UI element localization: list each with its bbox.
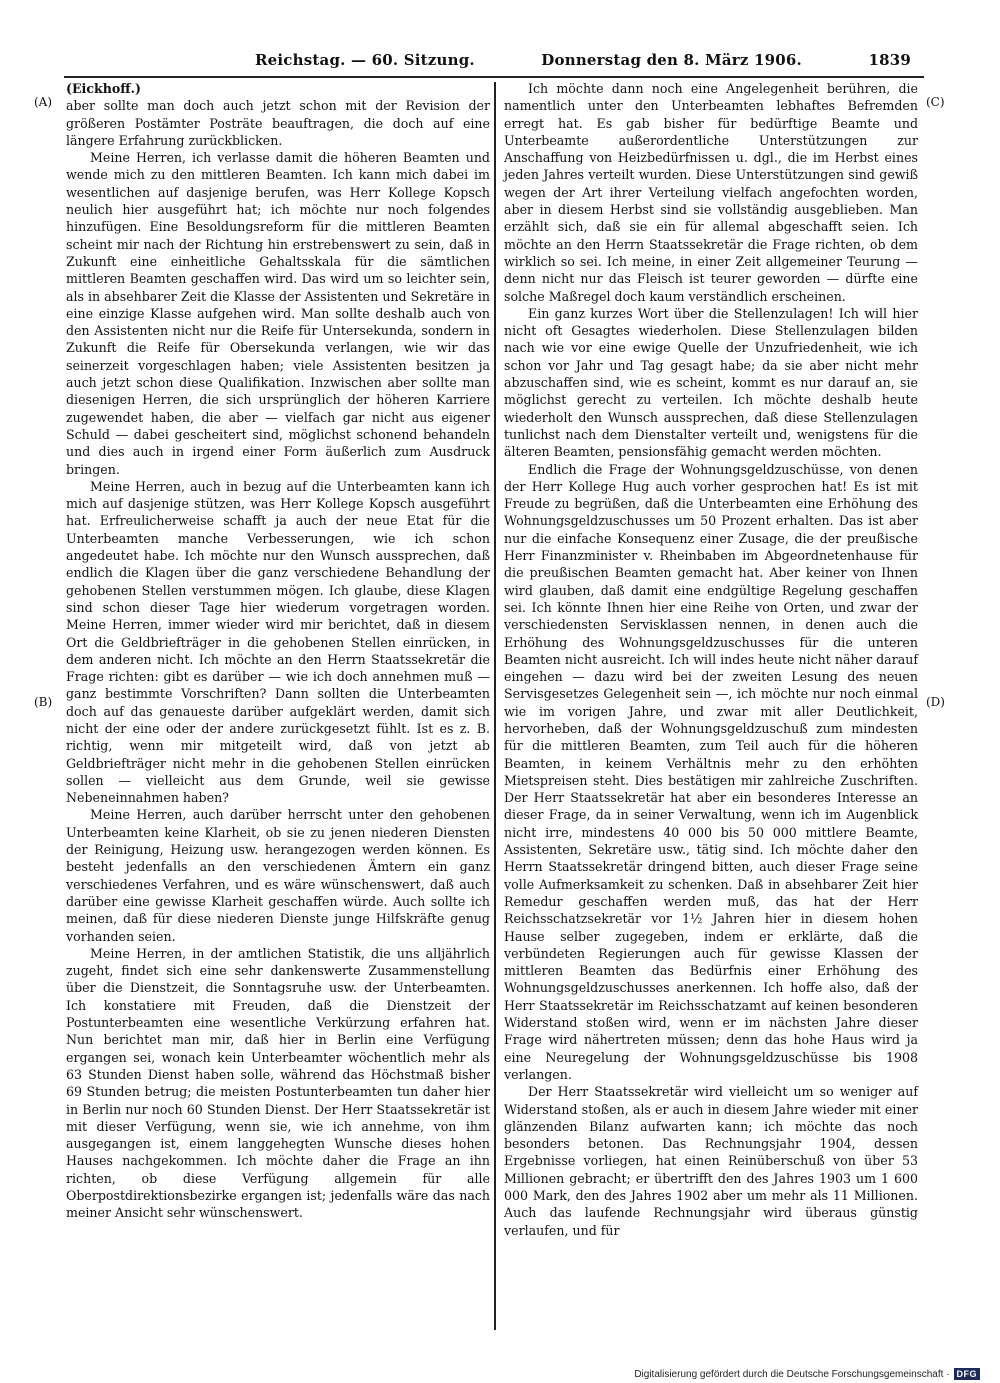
paragraph: Meine Herren, auch darüber herrscht unter den gehobenen Unterbeamten keine Klarheit, ob sie zu jenen niederen Diensten der Reinigung, Heizung usw. herangezogen werden können. Es besteht jedenfalls an den verschiedenen Ämtern ein ganz verschiedenes Verfahren, und es wäre wünschenswert, daß auch darüber eine gewisse Klarheit geschaffen würde. Auch sollte ich meinen, daß für diese niederen Dienste junge Hilfskräfte genug vorhanden seien. [66,807,490,944]
column-divider [494,82,496,1330]
dfg-logo: DFG [954,1368,981,1380]
margin-marker-d: (D) [926,695,945,709]
paragraph: Meine Herren, auch in bezug auf die Unterbeamten kann ich mich auf dasjenige stützen, was Herr Kollege Kopsch ausgeführt hat. Erfreulicherweise schafft ja auch der neue Etat für die Unterbeamten manche Verbesserungen, wie ich schon angedeutet habe. Ich möchte nur den Wunsch aussprechen, daß endlich die Klagen über die ganz verschiedene Behandlung der gehobenen Stellen verstummen mögen. Ich glaube, diese Klagen sind schon dieser Tage hier wiederum vorgetragen worden. Meine Herren, immer wieder wird mir berichtet, daß in diesem Ort die Geldbriefträger in die gehobenen Stellen einrücken, in dem anderen nicht. Ich möchte an den Herrn Staatssekretär die Frage richten: gibt es darüber — wie ich doch annehmen muß — ganz bestimmte Vorschriften? Dann sollten die Unterbeamten doch auf das genaueste darüber aufgeklärt werden, damit sich nicht der eine oder der andere zurückgesetzt fühlt. Ist es z. B. richtig, wenn mir mitgeteilt wird, daß von jetzt ab Geldbriefträger nicht mehr in die gehobenen Stellen einrücken sollen — vielleicht aus dem Grunde, weil sie gewisse Nebeneinnahmen haben? [66,478,490,806]
speaker-name: (Eickhoff.) [66,81,141,96]
header-rule [64,76,924,78]
page-number: 1839 [868,51,911,69]
paragraph: Meine Herren, ich verlasse damit die höheren Beamten und wende mich zu den mittleren Beamten. Ich kann mich dabei im wesentlichen auf dasjenige berufen, was Herr Kollege Kopsch neulich hier ausgeführt hat; ich möchte nur noch folgendes hinzufügen. Eine Besoldungsreform für die mittleren Beamten scheint mir nach der Richtung hin erstrebenswert zu sein, daß in Zukunft eine einheitliche Gehaltsskala für die sämtlichen mittleren Beamten geschaffen wird. Das wird um so leichter sein, als in absehbarer Zeit die Klasse der Assistenten und Sekretäre in eine einzige Klasse aufgehen wird. Man sollte deshalb auch von den Assistenten nicht nur die Reife für Untersekunda, sondern in Zukunft die Reife für Obersekunda verlangen, wie wir das seinerzeit vorgeschlagen haben; viele Assistenten besitzen ja auch jetzt schon diese Qualifikation. Inzwischen aber sollte man diesenigen Herren, die sich ursprünglich der höheren Karriere zugewendet haben, die aber — vielfach gar nicht aus eigener Schuld — dabei gescheitert sind, möglichst schonend behandeln und dies auch in irgend einer Form äußerlich zum Ausdruck bringen. [66,150,490,477]
footer-text: Digitalisierung gefördert durch die Deutsche Forschungsgemeinschaft · [634,1368,950,1380]
margin-marker-a: (A) [34,95,53,109]
paragraph: Meine Herren, in der amtlichen Statistik, die uns alljährlich zugeht, findet sich eine sehr dankenswerte Zusammenstellung über die Dienstzeit, die Sonntagsruhe usw. der Unterbeamten. Ich konstatiere mit Freuden, daß die Dienstzeit der Postunterbeamten eine wesentliche Verkürzung erfahren hat. Nun berichtet man mir, daß hier in Berlin eine Verfügung ergangen sei, wonach kein Unterbeamter wöchentlich mehr als 63 Stunden Dienst haben solle, während das Höchstmaß bisher 69 Stunden betrug; die meisten Postunterbeamten tun daher hier in Berlin nur noch 60 Stunden Dienst. Der Herr Staatssekretär ist mit dieser Verfügung, wenn sie, wie ich annehme, von ihm ausgegangen ist, einem langgehegten Wunsche dieses hohen Hauses nachgekommen. Ich möchte daher die Frage an ihn richten, ob diese Verfügung allgemein für alle Oberpostdirektionsbezirke ergangen ist; jedenfalls wäre das nach meiner Ansicht sehr wünschenswert. [66,945,490,1221]
paragraph: Endlich die Frage der Wohnungsgeldzuschüsse, von denen der Herr Kollege Hug auch vorher gesprochen hat! Es ist mit Freude zu begrüßen, daß die Unterbeamten eine Erhöhung des Wohnungsgeldzuschusses um 50 Prozent erhalten. Das ist aber nur die einfache Konsequenz einer Zusage, die der preußische Herr Finanzminister v. Rheinbaben im Abgeordnetenhause für die preußischen Beamten gemacht hat. Aber keiner von Ihnen wird glauben, daß damit eine endgültige Regelung geschaffen sei. Ich könnte Ihnen hier eine Reihe von Orten, und zwar der verschiedensten Servisklassen nennen, in denen auch die Erhöhung des Wohnungsgeldzuschusses für die unteren Beamten nicht ausreicht. Ich will indes heute nicht näher darauf eingehen — dazu wird bei der zweiten Lesung des neuen Servisgesetzes Gelegenheit sein —, ich möchte nur noch einmal wie im vorigen Jahre, und zwar mit aller Deutlichkeit, hervorheben, daß der Wohnungsgeldzuschuß zum mindesten für die mittleren Beamten, zum Teil auch für die höheren Beamten, in keinem Verhältnis mehr zu den erhöhten Mietspreisen steht. Dies bestätigen mir zahlreiche Zuschriften. Der Herr Staatssekretär hat aber ein besonderes Interesse an dieser Frage, da in seiner Verwaltung, wenn ich im Augenblick nicht irre, mindestens 40 000 bis 50 000 mittlere Beamte, Assistenten, Sekretäre usw., tätig sind. Ich möchte daher den Herrn Staatssekretär dringend bitten, auch dieser Frage seine volle Aufmerksamkeit zu schenken. Daß in absehbarer Zeit hier Remedur geschaffen werden muß, das hat der Herr Reichsschatzsekretär vor 1½ Jahren hier in diesem hohen Hause selber zugegeben, indem er erklärte, daß die verbündeten Regierungen auch für gewisse Klassen der mittleren Beamten das Bedürfnis einer Erhöhung des Wohnungsgeldzuschusses anerkennen. Ich hoffe also, daß der Herr Staatssekretär im Reichsschatzamt auf keinen besonderen Widerstand stoßen wird, wenn er im nächsten Jahre dieser Frage wird nähertreten müssen; denn das hohe Haus wird ja eine Neuregelung der Wohnungsgeldzuschüsse bis 1908 verlangen. [504,461,918,1082]
footer-credit [634,1366,980,1382]
header-date: Donnerstag den 8. März 1906. [541,51,802,69]
paragraph: aber sollte man doch auch jetzt schon mit der Revision der größeren Postämter Posträte beauftragen, die doch auf eine längere Erfahrung zurückblicken. [66,98,490,148]
margin-marker-b: (B) [34,695,53,709]
page-header [255,46,911,74]
left-column [66,80,490,1222]
header-left: Reichstag. — 60. Sitzung. [255,51,475,69]
margin-marker-c: (C) [926,95,945,109]
paragraph: Ein ganz kurzes Wort über die Stellenzulagen! Ich will hier nicht oft Gesagtes wiederholen. Diese Stellenzulagen bilden nach wie vor eine ewige Quelle der Unzufriedenheit, wie ich schon vor Jahr und Tag gesagt habe; da sie aber nicht mehr abzuschaffen sind, wie es scheint, kommt es nur darauf an, sie möglichst gerecht zu verteilen. Ich möchte deshalb heute wiederholt den Wunsch aussprechen, daß diese Stellenzulagen tunlichst nach dem Dienstalter verteilt und, wenigstens für die älteren Beamten, pensionsfähig gemacht werden möchten. [504,305,918,460]
right-column [504,80,918,1239]
paragraph: Ich möchte dann noch eine Angelegenheit berühren, die namentlich unter den Unterbeamten lebhaftes Befremden erregt hat. Es gab bisher für bedürftige Beamte und Unterbeamte außerordentliche Unterstützungen zur Anschaffung von Heizbedürfnissen u. dgl., die im Herbst eines jeden Jahres verteilt wurden. Diese Unterstützungen sind gewiß wegen der Art ihrer Verteilung vielfach angefochten worden, aber in diesem Herbst sind sie vollständig ausgeblieben. Man erzählt sich, daß sie ein für allemal abgeschafft seien. Ich möchte an den Herrn Staatssekretär die Frage richten, ob dem wirklich so sei. Ich meine, in einer Zeit allgemeiner Teurung — denn nicht nur das Fleisch ist teurer geworden — dürfte eine solche Maßregel doch kaum verständlich erscheinen. [504,81,918,304]
paragraph: Der Herr Staatssekretär wird vielleicht um so weniger auf Widerstand stoßen, als er auch in diesem Jahre wieder mit einer glänzenden Bilanz aufwarten kann; ich möchte das noch besonders betonen. Das Rechnungsjahr 1904, dessen Ergebnisse vorliegen, hat einen Reinüberschuß von über 53 Millionen gebracht; er übertrifft den des Jahres 1903 um 1 600 000 Mark, den des Jahres 1902 aber um mehr als 11 Millionen. Auch das laufende Rechnungsjahr wird überaus günstig verlaufen, und für [504,1084,918,1238]
